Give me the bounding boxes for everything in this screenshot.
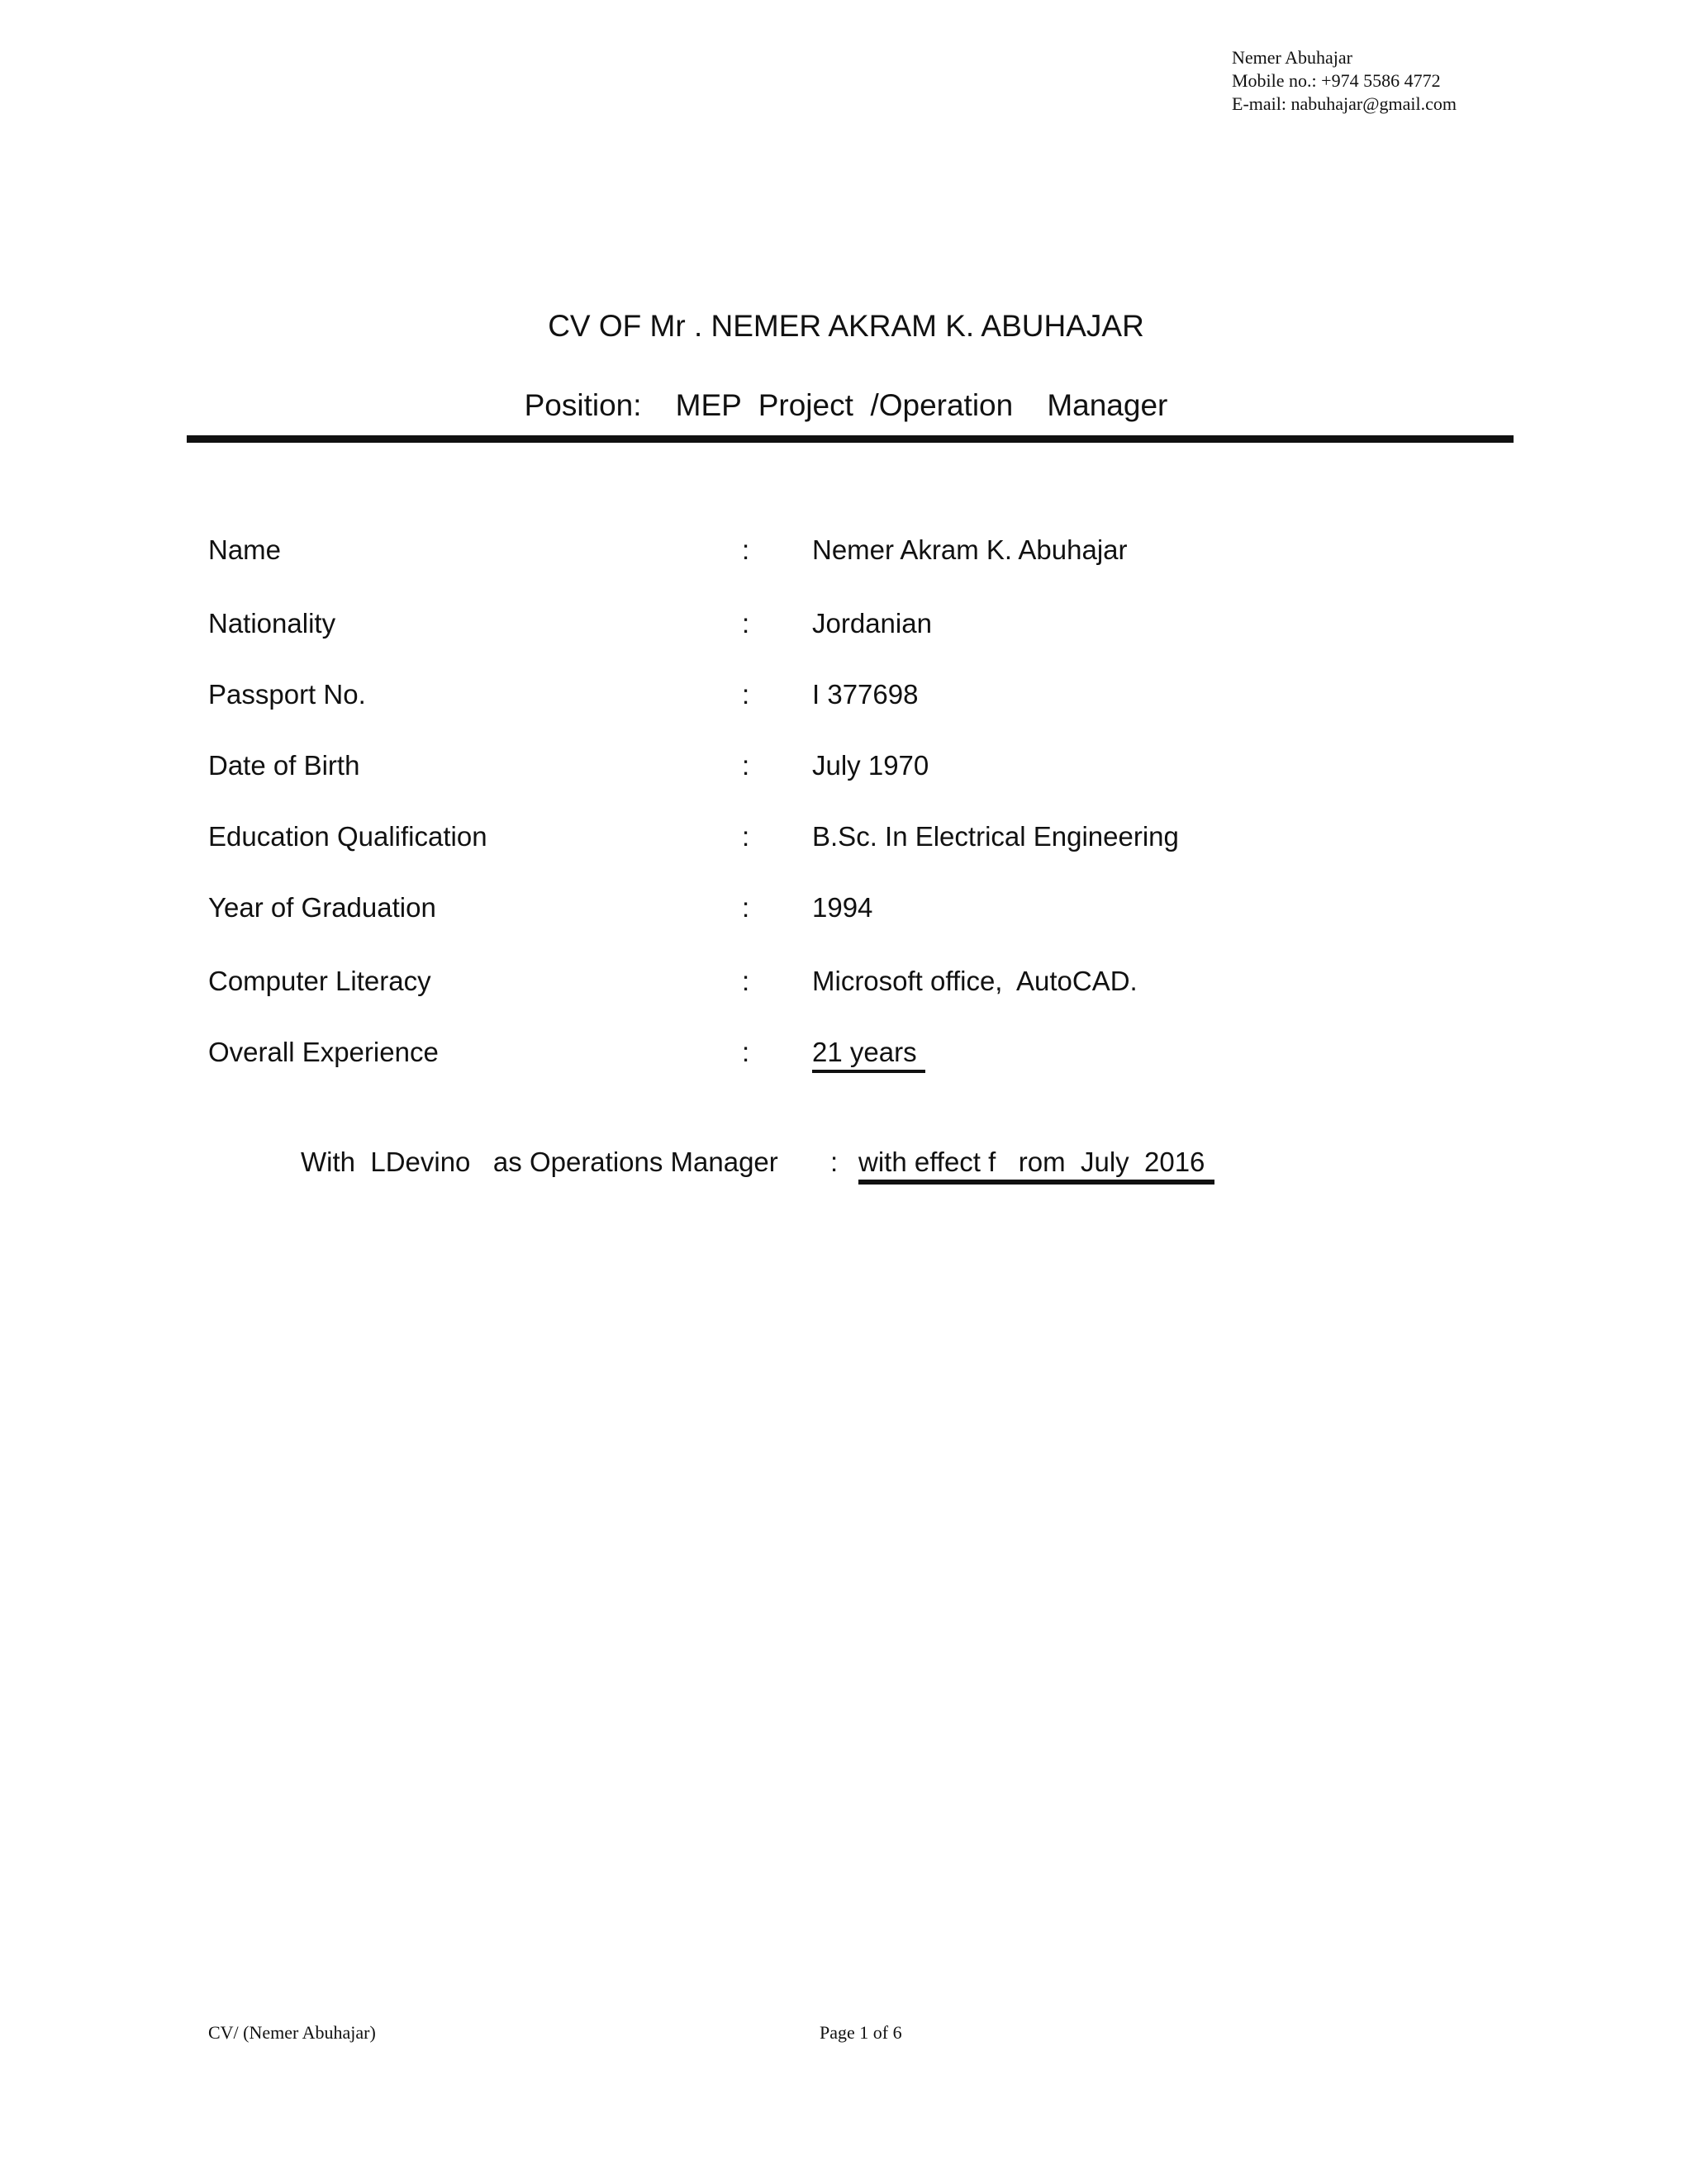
detail-value: B.Sc. In Electrical Engineering [812, 821, 1179, 852]
detail-row-birth-date [0, 750, 1692, 791]
detail-label: Year of Graduation [208, 892, 436, 923]
detail-row-graduation-year [0, 892, 1692, 933]
detail-value: Nemer Akram K. Abuhajar [812, 534, 1128, 565]
detail-value: 1994 [812, 892, 873, 923]
cv-title: CV OF Mr . NEMER AKRAM K. ABUHAJAR [548, 309, 1144, 343]
detail-row-nationality [0, 608, 1692, 649]
detail-label: Computer Literacy [208, 966, 431, 996]
contact-name: Nemer Abuhajar [1232, 47, 1352, 68]
detail-label: Education Qualification [208, 821, 487, 852]
detail-value: I 377698 [812, 679, 919, 710]
detail-separator: : [742, 892, 750, 923]
detail-separator: : [742, 966, 750, 996]
detail-separator: : [742, 1037, 750, 1067]
detail-label: Passport No. [208, 679, 366, 710]
detail-label: Date of Birth [208, 750, 360, 781]
footer-page-number: Page 1 of 6 [820, 2022, 902, 2043]
detail-separator: : [742, 608, 750, 639]
header-divider [187, 435, 1514, 443]
employment-label: With LDevino as Operations Manager [301, 1147, 778, 1177]
detail-separator: : [742, 534, 750, 565]
detail-label: Nationality [208, 608, 336, 639]
detail-value: July 1970 [812, 750, 929, 781]
detail-row-passport [0, 679, 1692, 720]
detail-separator: : [742, 679, 750, 710]
detail-row-experience [0, 1037, 1692, 1078]
contact-email: E-mail: nabuhajar@gmail.com [1232, 93, 1457, 114]
footer-document-name: CV/ (Nemer Abuhajar) [208, 2022, 376, 2043]
detail-row-computer-literacy [0, 966, 1692, 1007]
detail-value: Jordanian [812, 608, 932, 639]
detail-separator: : [742, 750, 750, 781]
contact-mobile: Mobile no.: +974 5586 4772 [1232, 70, 1441, 91]
detail-value: Microsoft office, AutoCAD. [812, 966, 1138, 996]
detail-value: 21 years [812, 1037, 925, 1073]
employment-separator: : [830, 1147, 839, 1177]
detail-row-education [0, 821, 1692, 862]
detail-separator: : [742, 821, 750, 852]
detail-label: Name [208, 534, 282, 565]
employment-value: with effect f rom July 2016 [858, 1147, 1214, 1185]
position-heading: Position: MEP Project /Operation Manager [524, 388, 1168, 422]
current-employment [0, 1147, 1692, 1196]
contact-block [1232, 46, 1457, 116]
detail-row-name [0, 534, 1692, 576]
detail-label: Overall Experience [208, 1037, 439, 1067]
